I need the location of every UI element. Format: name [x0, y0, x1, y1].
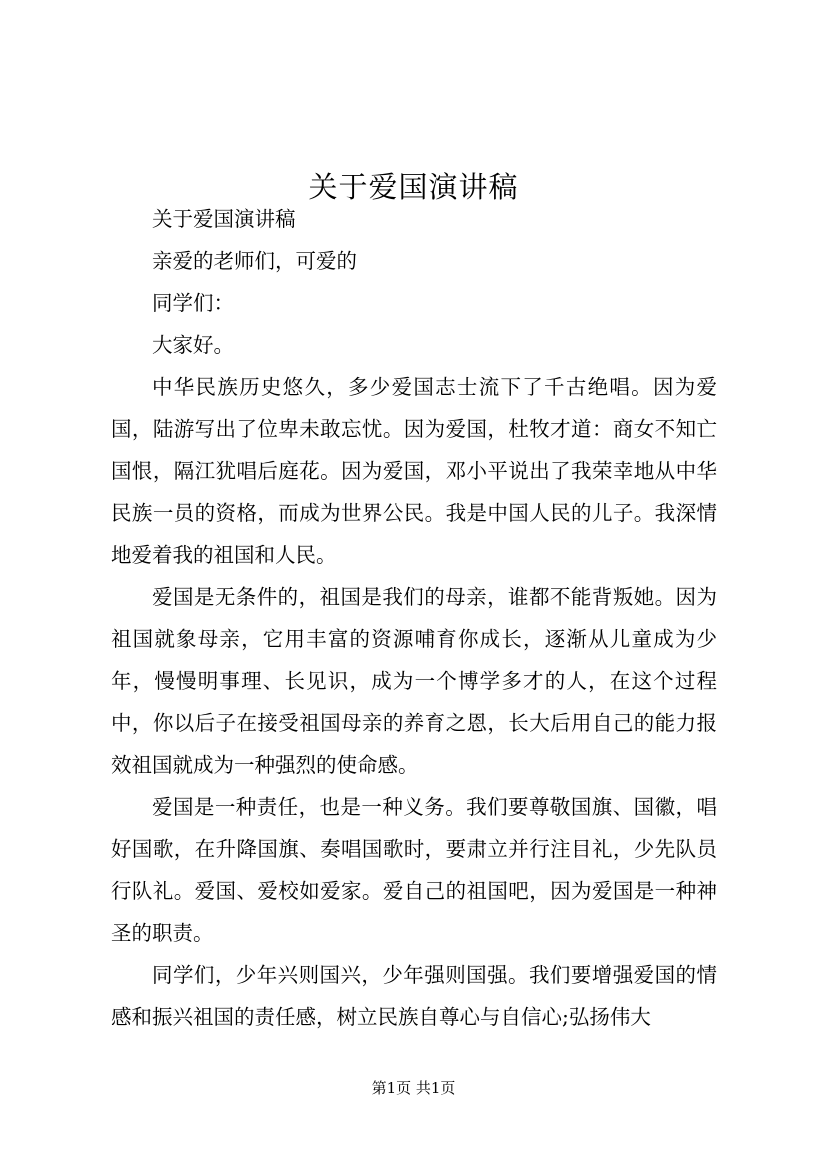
document-body: [111, 198, 717, 1038]
paragraph: 中华民族历史悠久，多少爱国志士流下了千古绝唱。因为爱国，陆游写出了位卑未敢忘忧。因为爱国，杜牧才道：商女不知亡国恨，隔江犹唱后庭花。因为爱国，邓小平说出了我荣幸地从中华民族一员的资格，而成为世界公民。我是中国人民的儿子。我深情地爱着我的祖国和人民。: [111, 375, 717, 567]
paragraph: 爱国是一种责任，也是一种义务。我们要尊敬国旗、国徽，唱好国歌，在升降国旗、奏唱国歌时，要肃立并行注目礼，少先队员行队礼。爱国、爱校如爱家。爱自己的祖国吧，因为爱国是一种神圣的职责。: [111, 795, 717, 945]
document-title: 关于爱国演讲稿: [308, 170, 519, 205]
paragraph: 同学们，少年兴则国兴，少年强则国强。我们要增强爱国的情感和振兴祖国的责任感，树立民族自尊心与自信心;弘扬伟大: [111, 963, 717, 1029]
paragraph: 爱国是无条件的，祖国是我们的母亲，谁都不能背叛她。因为祖国就象母亲，它用丰富的资源哺育你成长，逐渐从儿童成为少年，慢慢明事理、长见识，成为一个博学多才的人，在这个过程中，你以后子在接受祖国母亲的养育之恩，长大后用自己的能力报效祖国就成为一种强烈的使命感。: [111, 585, 717, 777]
page-footer: 第1页 共1页: [371, 1079, 456, 1097]
paragraph: 亲爱的老师们，可爱的: [152, 249, 357, 273]
paragraph: 大家好。: [152, 333, 234, 357]
paragraph: 关于爱国演讲稿: [152, 207, 296, 231]
paragraph: 同学们：: [152, 291, 234, 315]
